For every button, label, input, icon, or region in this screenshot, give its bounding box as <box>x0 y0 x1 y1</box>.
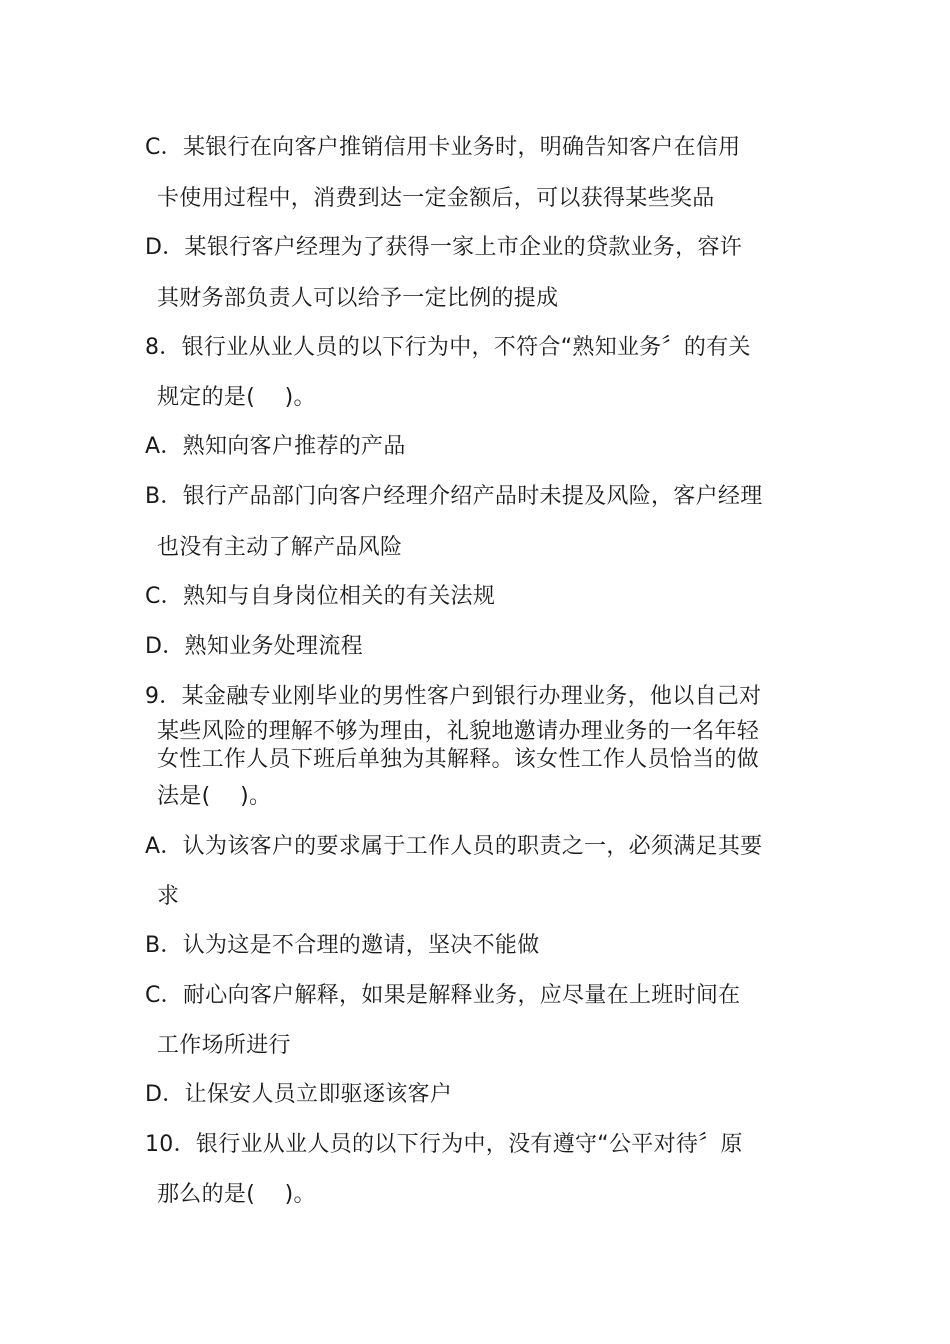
option-d-line-1: D．某银行客户经理为了获得一家上市企业的贷款业务，容许 <box>145 235 743 260</box>
question-9-line-1: 9．某金融专业刚毕业的男性客户到银行办理业务，他以自己对 <box>145 684 762 709</box>
question-9-option-a-line-1: A．认为该客户的要求属于工作人员的职责之一，必须满足其要 <box>145 834 763 859</box>
question-8-option-b-line-2: 也没有主动了解产品风险 <box>157 535 403 560</box>
question-10-line-2: 那么的是( )。 <box>157 1182 316 1207</box>
question-9-option-b: B．认为这是不合理的邀请，坚决不能做 <box>145 933 540 958</box>
question-8-option-d: D．熟知业务处理流程 <box>145 634 363 659</box>
option-d-line-2: 其财务部负责人可以给予一定比例的提成 <box>157 286 559 311</box>
question-9-option-d: D．让保安人员立即驱逐该客户 <box>145 1082 453 1107</box>
question-9-line-3: 女性工作人员下班后单独为其解释。该女性工作人员恰当的做 <box>157 747 760 772</box>
question-9-option-a-line-2: 求 <box>157 884 180 909</box>
question-8-line-2: 规定的是( )。 <box>157 385 316 410</box>
option-c-line-1: C．某银行在向客户推销信用卡业务时，明确告知客户在信用 <box>145 135 741 160</box>
option-c-line-2: 卡使用过程中，消费到达一定金额后，可以获得某些奖品 <box>157 186 715 211</box>
question-9-line-4: 法是( )。 <box>157 784 272 809</box>
question-9-line-2: 某些风险的理解不够为理由，礼貌地邀请办理业务的一名年轻 <box>157 719 760 744</box>
question-8-option-a: A．熟知向客户推荐的产品 <box>145 434 406 459</box>
question-8-option-b-line-1: B．银行产品部门向客户经理介绍产品时未提及风险，客户经理 <box>145 484 763 509</box>
question-10-line-1: 10．银行业从业人员的以下行为中，没有遵守“公平对待〞原 <box>145 1132 743 1157</box>
question-8-line-1: 8．银行业从业人员的以下行为中，不符合“熟知业务〞的有关 <box>145 335 751 360</box>
question-9-option-c-line-1: C．耐心向客户解释，如果是解释业务，应尽量在上班时间在 <box>145 983 741 1008</box>
question-9-option-c-line-2: 工作场所进行 <box>157 1033 291 1058</box>
question-8-option-c: C．熟知与自身岗位相关的有关法规 <box>145 584 496 609</box>
